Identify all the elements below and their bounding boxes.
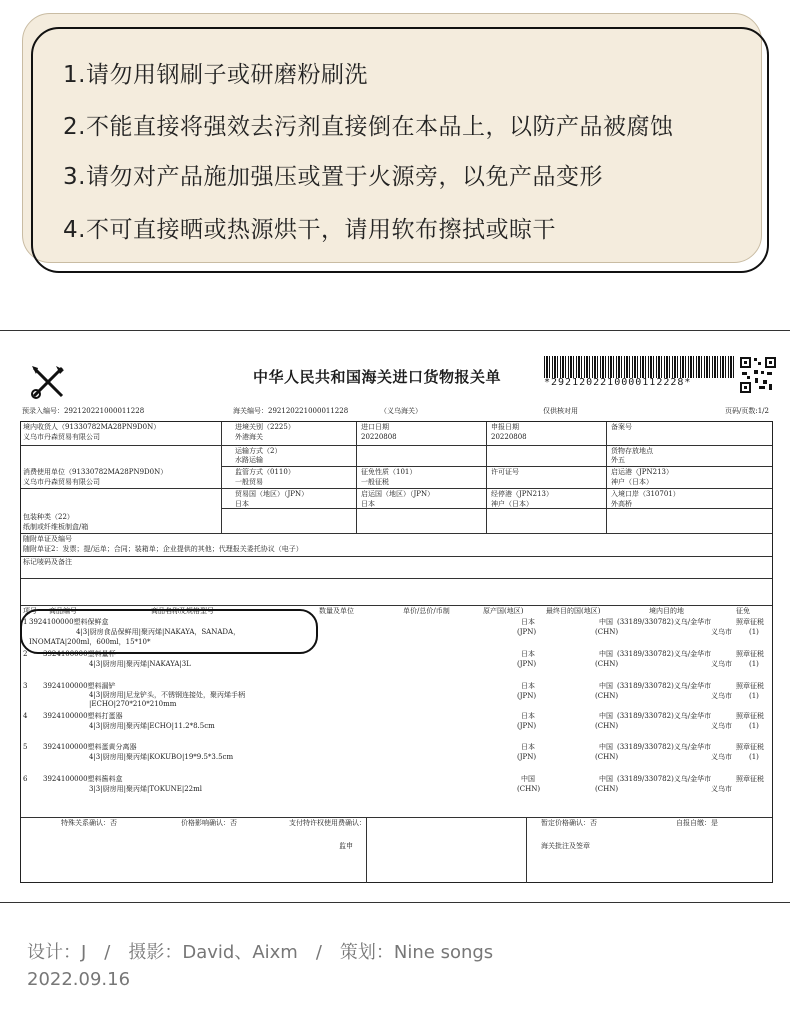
import-date-label: 进口日期: [361, 423, 389, 431]
import-date-value: 20220808: [361, 433, 397, 441]
user-label: 消费使用单位（91330782MA28PN9D0N）: [23, 468, 168, 476]
tax-value: 一般征税: [361, 478, 389, 486]
credits-line: 设计：J / 摄影：David、Aixm / 策划：Nine songs: [27, 942, 494, 963]
barcode: [544, 356, 736, 378]
row-origin: 日本: [521, 618, 535, 626]
row-destination-code: (CHN): [595, 660, 619, 668]
transport-label: 运输方式（2）: [235, 447, 282, 455]
trade-country-value: 日本: [235, 500, 249, 508]
transit-label: 经停港（JPN213）: [491, 490, 554, 498]
entry-port-value: 外港海关: [235, 433, 263, 441]
row-no: 3: [23, 682, 28, 690]
row-no: 5: [23, 743, 28, 751]
consignee-label: 境内收货人（91330782MA28PN9D0N）: [23, 423, 161, 431]
verify-note: 仅供核对用: [543, 407, 578, 415]
divider-bottom: [0, 902, 790, 903]
depart-port-value: 神户（日本）: [611, 478, 653, 486]
row-place: (33189/330782)义乌/金华市: [617, 650, 712, 658]
row-place-2: 义乌市: [711, 692, 732, 700]
form-title: 中华人民共和国海关进口货物报关单: [253, 368, 502, 386]
row-tax-2: (1): [749, 692, 759, 700]
col-tax: 征免: [736, 607, 750, 615]
row-spec: 4|3|厨房用|聚丙烯|KOKUBO|19*9.5*3.5cm: [89, 753, 234, 761]
row-destination: 中国: [599, 650, 613, 658]
row-place-2: 义乌市: [711, 785, 732, 793]
row-code: 3924100000塑料酱料盒: [43, 775, 123, 783]
declare-date-value: 20220808: [491, 433, 527, 441]
row-origin-code: (JPN): [517, 660, 537, 668]
notice-item-1: 1.请勿用钢刷子或研磨粉刷洗: [63, 62, 368, 88]
row-destination-code: (CHN): [595, 692, 619, 700]
col-code: 商品编号: [49, 607, 77, 615]
col-place: 境内目的地: [649, 607, 684, 615]
row-origin-code: (JPN): [517, 692, 537, 700]
col-item-no: 项号: [23, 607, 37, 615]
row-place-2: 义乌市: [711, 722, 732, 730]
row-tax-2: (1): [749, 753, 759, 761]
row-spec: 3|3|厨房用|聚丙烯|TOKUNE|22ml: [89, 785, 203, 793]
row-tax: 照章征税: [736, 743, 764, 751]
highlight-ring: [20, 609, 318, 654]
row-destination: 中国: [599, 712, 613, 720]
tax-label: 征免性质（101）: [361, 468, 417, 476]
col-origin: 原产国(地区): [483, 607, 524, 615]
row-code: 3924100000塑料量杯: [43, 650, 116, 658]
page-number: 页码/页数:1/2: [725, 407, 769, 415]
row-spec-2: INOMATA|200ml，600ml，15*10*: [29, 638, 151, 646]
col-destination: 最终目的国(地区): [546, 607, 601, 615]
row-code: 3924100000塑料打蛋器: [43, 712, 123, 720]
storage-label: 货物存放地点: [611, 447, 653, 455]
consignee-value: 义乌市丹森贸易有限公司: [23, 433, 100, 441]
divider-top: [0, 330, 790, 331]
transport-value: 水路运输: [235, 456, 263, 464]
storage-value: 外五: [611, 456, 625, 464]
row-no: 6: [23, 775, 28, 783]
trade-country-label: 贸易国（地区）（JPN）: [235, 490, 309, 498]
customs-sign: 海关批注及签章: [541, 842, 590, 850]
notice-item-4: 4.不可直接晒或热源烘干，请用软布擦拭或晾干: [63, 217, 556, 243]
row-no: 4: [23, 712, 28, 720]
customs-number: 海关编号：292120221000011228: [233, 407, 349, 415]
price-impact: 价格影响确认：否: [181, 819, 237, 827]
license-label: 许可证号: [491, 468, 519, 476]
row-tax: 照章征税: [736, 682, 764, 690]
row-spec: 4|3|厨房用|聚丙烯|NAKAYA|3L: [89, 660, 191, 668]
row-origin-code: (JPN): [517, 753, 537, 761]
origin-country-value: 日本: [361, 500, 375, 508]
row-no: 1: [23, 618, 28, 626]
row-code: 3924100000塑料保鲜盒: [29, 618, 109, 626]
row-tax: 照章征税: [736, 650, 764, 658]
row-tax-2: (1): [749, 628, 759, 636]
depart-port-label: 启运港（JPN213）: [611, 468, 674, 476]
user-value: 义乌市丹森贸易有限公司: [23, 478, 100, 486]
docs-label: 随附单证及编号: [23, 535, 72, 543]
special-relation: 特殊关系确认：否: [61, 819, 117, 827]
self-declare: 自报自缴：是: [676, 819, 718, 827]
entry-value: 外高桥: [611, 500, 632, 508]
row-place-2: 义乌市: [711, 660, 732, 668]
declare-date-label: 申报日期: [491, 423, 519, 431]
row-origin-code: (JPN): [517, 628, 537, 636]
row-destination: 中国: [599, 743, 613, 751]
row-place: (33189/330782)义乌/金华市: [617, 743, 712, 751]
row-spec: 4|3|厨房用|聚丙烯|ECHO|11.2*8.5cm: [89, 722, 215, 730]
supervise-value: 一般贸易: [235, 478, 263, 486]
notice-item-2: 2.不能直接将强效去污剂直接倒在本品上，以防产品被腐蚀: [63, 114, 674, 140]
notice-item-3: 3.请勿对产品施加强压或置于火源旁，以免产品变形: [63, 164, 603, 190]
row-no: 2: [23, 650, 28, 658]
package-value: 纸制或纤维板制盒/箱: [23, 523, 89, 531]
row-spec: 4|3|厨房食品保鲜用|聚丙烯|NAKAYA，SANADA，: [76, 628, 241, 636]
barcode-number: *2921202210000112228*: [544, 377, 692, 388]
row-place-2: 义乌市: [711, 628, 732, 636]
provisional-price: 暂定价格确认：否: [541, 819, 597, 827]
record-label: 备案号: [611, 423, 632, 431]
row-destination: 中国: [599, 775, 613, 783]
row-place-2: 义乌市: [711, 753, 732, 761]
customs-emblem-icon: [28, 362, 68, 402]
row-origin: 日本: [521, 682, 535, 690]
supervise-label: 监管方式（0110）: [235, 468, 295, 476]
row-tax-2: (1): [749, 722, 759, 730]
row-tax: 照章征税: [736, 618, 764, 626]
row-destination-code: (CHN): [595, 722, 619, 730]
col-price: 单价/总价/币制: [403, 607, 450, 615]
row-spec-2: |ECHO|270*210*210mm: [89, 700, 177, 708]
row-place: (33189/330782)义乌/金华市: [617, 618, 712, 626]
row-code: 3924100000塑料蛋黄分离器: [43, 743, 137, 751]
royalty-confirm: 支付特许权使用费确认：: [289, 819, 366, 827]
row-origin: 中国: [521, 775, 535, 783]
row-place: (33189/330782)义乌/金华市: [617, 682, 712, 690]
entry-port-label: 进境关别（2225）: [235, 423, 295, 431]
origin-country-label: 启运国（地区）（JPN）: [361, 490, 435, 498]
docs-value: 随附单证2：发票；提/运单；合同；装箱单；企业提供的其他；代理报关委托协议（电子）: [23, 545, 303, 553]
transit-value: 神户（日本）: [491, 500, 533, 508]
pre-entry-number: 预录入编号：292120221000011228: [22, 407, 145, 415]
row-spec: 4|3|厨房用|尼龙铲头，不锈钢连接处，聚丙烯手柄: [89, 691, 245, 699]
row-origin-code: (JPN): [517, 722, 537, 730]
qr-code-icon: [739, 356, 777, 394]
row-destination: 中国: [599, 682, 613, 690]
row-tax: 照章征税: [736, 712, 764, 720]
row-place: (33189/330782)义乌/金华市: [617, 712, 712, 720]
row-destination-code: (CHN): [595, 785, 619, 793]
row-tax-2: (1): [749, 660, 759, 668]
row-tax: 照章征税: [736, 775, 764, 783]
col-quantity: 数量及单位: [319, 607, 354, 615]
row-origin: 日本: [521, 743, 535, 751]
row-place: (33189/330782)义乌/金华市: [617, 775, 712, 783]
entry-label: 入境口岸（310701）: [611, 490, 680, 498]
row-origin: 日本: [521, 712, 535, 720]
declarant-stamp: 监申: [339, 842, 353, 850]
row-destination-code: (CHN): [595, 628, 619, 636]
row-destination-code: (CHN): [595, 753, 619, 761]
row-code: 3924100000塑料漏铲: [43, 682, 116, 690]
customs-office: （义乌海关）: [380, 407, 422, 415]
publish-date: 2022.09.16: [27, 969, 131, 990]
customs-declaration-form: [20, 350, 780, 885]
row-destination: 中国: [599, 618, 613, 626]
row-origin: 日本: [521, 650, 535, 658]
row-origin-code: (CHN): [517, 785, 541, 793]
col-name: 商品名称及规格型号: [151, 607, 214, 615]
marks-label: 标记唛码及备注: [23, 558, 72, 566]
package-label: 包装种类（22）: [23, 513, 74, 521]
